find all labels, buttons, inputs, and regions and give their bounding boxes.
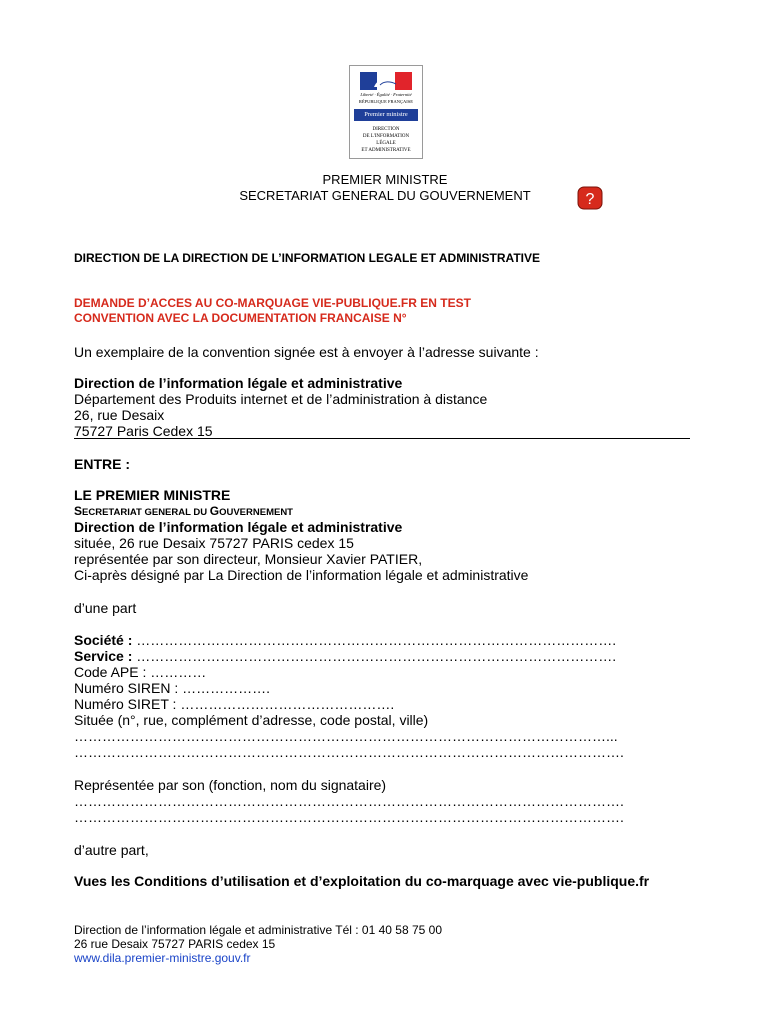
service-field[interactable] [74, 648, 616, 665]
rep-dots-2[interactable]: ………………………………………………………………………………………………………. [74, 809, 624, 825]
request-title-line1: DEMANDE D’ACCES AU CO-MARQUAGE VIE-PUBLIQUE.FR EN TEST [74, 296, 471, 310]
siret-field[interactable]: Numéro SIRET : ………………………………………. [74, 696, 395, 712]
help-icon-glyph: ? [585, 191, 595, 208]
logo-ministry: Premier ministre [354, 109, 418, 121]
logo-direction-line: DIRECTION [372, 127, 400, 132]
societe-dots: …………………………………………………………………………………………. [132, 632, 617, 648]
situee-label: Située (n°, rue, complément d’adresse, code postal, ville) [74, 712, 429, 728]
request-title-line2: CONVENTION AVEC LA DOCUMENTATION FRANCAISE N° [74, 311, 407, 325]
party1-part: d’une part [74, 600, 137, 616]
siren-field[interactable]: Numéro SIREN : ………………. [74, 680, 271, 696]
party1-represented: représentée par son directeur, Monsieur Xavier PATIER, [74, 551, 423, 567]
header-line1: PREMIER MINISTRE [322, 172, 448, 187]
footer-line1: Direction de l’information légale et administrative Tél : 01 40 58 75 00 [74, 923, 442, 937]
party1-designated: Ci-après désigné par La Direction de l’information légale et administrative [74, 567, 529, 583]
conditions-text: Vues les Conditions d’utilisation et d’exploitation du co-marquage avec vie-publique.fr [74, 873, 650, 889]
logo-republic: RÉPUBLIQUE FRANÇAISE [358, 99, 414, 104]
footer-line2: 26 rue Desaix 75727 PARIS cedex 15 [74, 937, 276, 951]
logo-direction-line: ET ADMINISTRATIVE [361, 148, 411, 153]
societe-field[interactable] [74, 632, 616, 649]
header-line2: SECRETARIAT GENERAL DU GOUVERNEMENT [239, 188, 531, 203]
logo-motto: Liberté · Égalité · Fraternité [360, 92, 412, 97]
code-ape-field[interactable]: Code APE : ………… [74, 664, 207, 680]
other-part: d’autre part, [74, 842, 149, 858]
entre-heading: ENTRE : [74, 456, 130, 472]
representee-label: Représentée par son (fonction, nom du signataire) [74, 777, 387, 793]
party1-located: située, 26 rue Desaix 75727 PARIS cedex 15 [74, 535, 354, 551]
premier-ministre-logo [349, 65, 423, 159]
marianne-flag-icon [360, 72, 412, 90]
intro-text: Un exemplaire de la convention signée est à envoyer à l’adresse suivante : [74, 344, 539, 360]
address-name: Direction de l’information légale et administrative [74, 375, 403, 391]
service-label: Service : [74, 648, 133, 664]
party1-title: LE PREMIER MINISTRE [74, 487, 231, 503]
service-dots: …………………………………………………………………………………………. [132, 648, 617, 664]
party1-direction: Direction de l’information légale et administrative [74, 519, 403, 535]
address-dept: Département des Produits internet et de l’administration à distance [74, 391, 488, 407]
address-dots-1[interactable]: ……………………………………………………………………………………………………... [74, 728, 618, 744]
footer-website-link[interactable]: www.dila.premier-ministre.gouv.fr [74, 951, 251, 965]
help-icon[interactable] [577, 186, 603, 210]
address-city: 75727 Paris Cedex 15 [74, 423, 213, 439]
address-underline [74, 438, 690, 439]
societe-label: Société : [74, 632, 133, 648]
rep-dots-1[interactable]: ………………………………………………………………………………………………………. [74, 793, 624, 809]
party1-secretariat: SECRETARIAT GENERAL DU GOUVERNEMENT [74, 504, 293, 518]
address-dots-2[interactable]: ………………………………………………………………………………………………………. [74, 744, 624, 760]
address-street: 26, rue Desaix [74, 407, 165, 423]
logo-direction-line: DE L'INFORMATION [362, 134, 410, 139]
direction-title: DIRECTION DE LA DIRECTION DE L’INFORMATION LEGALE ET ADMINISTRATIVE [74, 251, 540, 265]
logo-direction-line: LÉGALE [376, 141, 396, 146]
